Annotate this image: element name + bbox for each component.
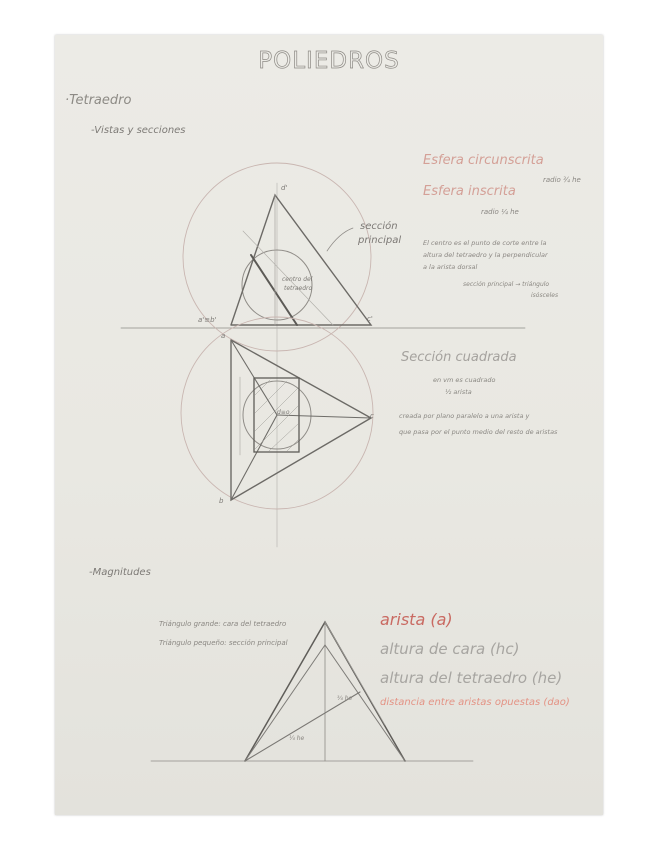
- section-heading-tetraedro: ·Tetraedro: [65, 93, 132, 108]
- centro-explicacion-1: El centro es el punto de corte entre la: [423, 239, 547, 247]
- legend-altura-tetraedro: altura del tetraedro (he): [380, 669, 563, 687]
- seccion-nota-2: isósceles: [531, 292, 559, 299]
- esfera-circunscrita: Esfera circunscrita: [423, 153, 544, 168]
- seccion-cuadrada-title: Sección cuadrada: [401, 350, 517, 365]
- fraccion-un-cuarto: ¼ he: [289, 735, 305, 742]
- radio-circunscrita: radio ¾ he: [543, 176, 581, 184]
- centro-explicacion-3: a la arista dorsal: [423, 263, 478, 271]
- triangulo-grande: Triángulo grande: cara del tetraedro: [159, 620, 287, 628]
- subsection-vistas: -Vistas y secciones: [91, 125, 186, 136]
- paper-sheet: [55, 35, 603, 815]
- seccion-cuadrada-sub-2: ½ arista: [445, 388, 472, 396]
- label-d-o: d≡o: [277, 409, 290, 416]
- radio-inscrita: radio ¼ he: [481, 208, 519, 216]
- legend-arista: arista (a): [380, 610, 453, 629]
- esfera-inscrita: Esfera inscrita: [423, 184, 516, 199]
- label-principal: principal: [358, 235, 402, 246]
- legend-distancia: distancia entre aristas opuestas (dao): [380, 697, 570, 708]
- centro-explicacion-2: altura del tetraedro y la perpendicular: [423, 251, 548, 259]
- label-c: c: [370, 412, 374, 420]
- triangulo-pequeno: Triángulo pequeño: sección principal: [159, 639, 288, 647]
- page-title: POLIEDROS: [258, 48, 400, 74]
- fraccion-tres-cuartos: ¾ he: [337, 695, 353, 702]
- label-tetraedro: tetraedro: [284, 285, 313, 292]
- seccion-cuadrada-exp-1: creada por plano paralelo a una arista y: [399, 412, 530, 420]
- seccion-cuadrada-sub-1: en vm es cuadrado: [433, 376, 496, 384]
- label-a: a: [221, 332, 226, 340]
- seccion-cuadrada-exp-2: que pasa por el punto medio del resto de aristas: [399, 428, 558, 436]
- label-b: b: [219, 497, 224, 505]
- label-centro: centro del: [282, 276, 313, 283]
- label-ab-prime: a'≡b': [198, 316, 217, 324]
- label-seccion: sección: [360, 221, 398, 232]
- seccion-nota-1: sección principal → triángulo: [463, 281, 550, 288]
- legend-altura-cara: altura de cara (hc): [380, 640, 520, 658]
- section-arrow: [327, 228, 353, 251]
- label-d-prime: d': [281, 184, 288, 192]
- label-c-prime: c': [367, 315, 373, 323]
- subsection-magnitudes: -Magnitudes: [89, 567, 151, 578]
